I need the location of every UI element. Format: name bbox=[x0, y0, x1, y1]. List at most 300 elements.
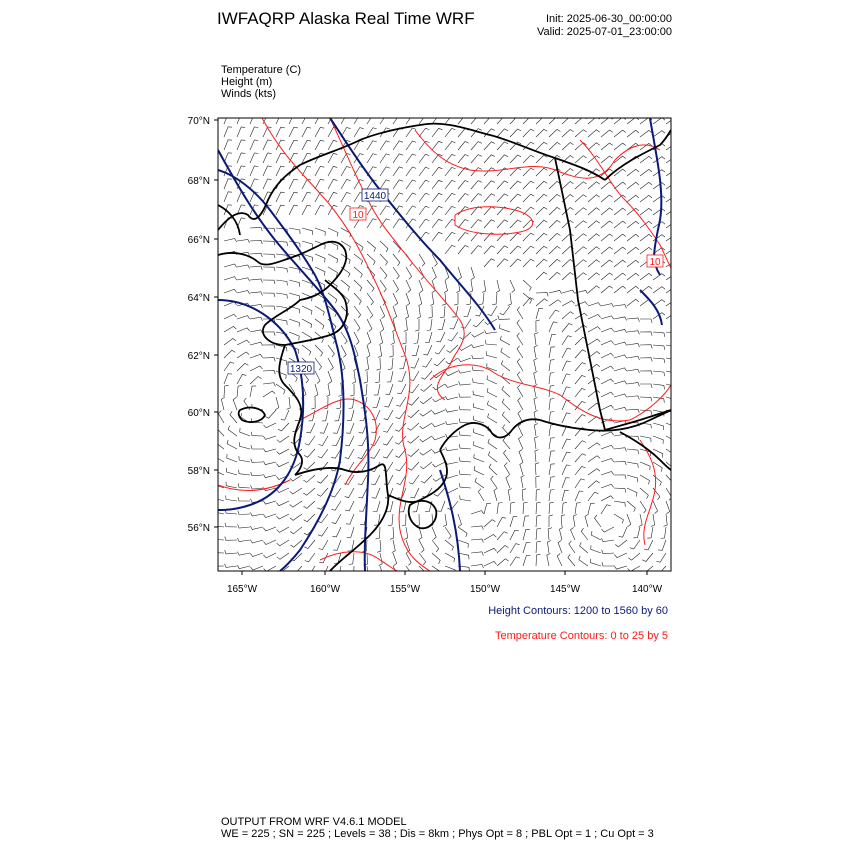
wind-barb bbox=[510, 246, 521, 254]
wind-barb bbox=[614, 448, 626, 452]
wind-barb bbox=[614, 130, 626, 137]
height-contour bbox=[218, 300, 303, 510]
wind-barb bbox=[290, 527, 302, 534]
wind-barb bbox=[346, 514, 354, 524]
height-contour bbox=[330, 118, 495, 330]
wind-barb bbox=[627, 260, 639, 267]
wind-barb bbox=[508, 489, 512, 502]
wind-barb bbox=[350, 566, 354, 578]
wind-barb bbox=[536, 489, 540, 501]
wind-barb bbox=[445, 141, 456, 150]
wind-barb bbox=[315, 358, 322, 370]
wind-barb bbox=[510, 233, 521, 241]
wind-barb bbox=[315, 228, 325, 236]
wind-barb bbox=[471, 552, 483, 556]
wind-barb bbox=[446, 421, 459, 425]
wind-barb bbox=[575, 415, 586, 424]
wind-barb bbox=[406, 280, 411, 293]
wind-barb bbox=[640, 475, 650, 484]
wind-barb bbox=[601, 353, 614, 358]
wind-barb bbox=[601, 472, 614, 476]
wind-barb bbox=[474, 466, 484, 475]
wind-barb bbox=[534, 358, 538, 371]
wind-barb bbox=[328, 371, 332, 384]
temperature-contour-note: Temperature Contours: 0 to 25 by 5 bbox=[494, 630, 668, 642]
lon-label: 155°W bbox=[389, 584, 421, 595]
wind-barb bbox=[302, 205, 311, 215]
wind-barb bbox=[341, 280, 350, 291]
wind-barb bbox=[459, 457, 471, 462]
wind-barb bbox=[601, 304, 614, 308]
wind-barb bbox=[445, 180, 456, 189]
wind-barb bbox=[380, 267, 387, 279]
wind-barb bbox=[275, 397, 279, 410]
wind-barb bbox=[398, 371, 406, 381]
wind-barb bbox=[384, 410, 393, 420]
wind-barb bbox=[497, 259, 508, 267]
wind-barb bbox=[237, 291, 250, 295]
wind-barb bbox=[656, 553, 666, 562]
wind-barb bbox=[458, 527, 467, 537]
wind-barb bbox=[517, 320, 523, 332]
wind-barb bbox=[432, 219, 442, 228]
wind-barb bbox=[458, 194, 469, 203]
wind-barb bbox=[419, 280, 423, 293]
wind-barb bbox=[406, 167, 416, 176]
wind-barb bbox=[412, 345, 419, 356]
wind-barb bbox=[421, 384, 433, 391]
wind-barb bbox=[393, 553, 397, 566]
wind-barb bbox=[575, 441, 586, 449]
wind-barb bbox=[653, 183, 665, 189]
wind-barb bbox=[406, 128, 416, 137]
wind-barb bbox=[358, 475, 367, 485]
wind-barb bbox=[395, 436, 406, 444]
wind-barb bbox=[320, 423, 328, 433]
wind-barb bbox=[536, 142, 547, 150]
wind-barb bbox=[436, 332, 445, 342]
wind-barb bbox=[373, 397, 380, 408]
wind-barb bbox=[341, 332, 347, 344]
wind-barb bbox=[341, 345, 346, 357]
wind-barb bbox=[549, 412, 554, 424]
wind-barb bbox=[549, 194, 560, 202]
wind-barb bbox=[264, 423, 277, 428]
wind-barb bbox=[601, 208, 613, 215]
wind-barb bbox=[588, 503, 595, 514]
wind-barb bbox=[575, 479, 585, 488]
wind-barb bbox=[486, 351, 497, 358]
wind-barb bbox=[549, 438, 555, 449]
wind-barb bbox=[372, 488, 380, 498]
wind-barb bbox=[510, 129, 521, 137]
wind-barb bbox=[497, 503, 502, 515]
wind-barb bbox=[523, 529, 530, 540]
wind-barb bbox=[302, 319, 312, 328]
wind-barb bbox=[445, 232, 456, 241]
wind-barb bbox=[277, 540, 289, 546]
wind-barb bbox=[238, 483, 250, 488]
wind-barb bbox=[568, 554, 575, 566]
init-time: Init: 2025-06-30_00:00:00 bbox=[546, 13, 672, 25]
wind-barb bbox=[385, 397, 394, 407]
wind-barb bbox=[562, 143, 574, 151]
wind-barb bbox=[523, 168, 534, 176]
wind-barb bbox=[523, 116, 534, 124]
wind-barb bbox=[371, 449, 381, 458]
wind-barb bbox=[458, 514, 462, 527]
wind-barb bbox=[653, 423, 664, 430]
wind-barb bbox=[575, 247, 587, 254]
wind-barb bbox=[251, 445, 263, 449]
wind-barb bbox=[474, 441, 484, 449]
wind-barb bbox=[237, 363, 248, 371]
wind-barb bbox=[314, 384, 318, 397]
wind-barb bbox=[640, 501, 646, 513]
wind-barb bbox=[484, 155, 495, 163]
wind-barb bbox=[571, 527, 576, 540]
wind-barb bbox=[588, 390, 600, 397]
model-config: WE = 225 ; SN = 225 ; Levels = 38 ; Dis = 8km ; Phys Opt = 8 ; PBL Opt = 1 ; Cu Opt = 3 bbox=[221, 828, 654, 840]
wind-barb bbox=[488, 414, 497, 424]
wind-barb bbox=[549, 502, 554, 514]
wind-barb bbox=[614, 368, 627, 371]
wind-barb bbox=[484, 181, 495, 189]
wind-barb bbox=[432, 180, 442, 189]
wind-barb bbox=[396, 397, 406, 406]
wind-barb bbox=[569, 541, 575, 553]
wind-barb bbox=[517, 333, 523, 345]
wind-barb bbox=[277, 436, 289, 442]
wind-barb bbox=[627, 396, 639, 400]
wind-barb bbox=[225, 564, 238, 568]
legend-temperature: Temperature (C) bbox=[221, 64, 302, 76]
wind-barb bbox=[494, 488, 497, 501]
wind-barb bbox=[302, 228, 313, 235]
wind-barb bbox=[536, 181, 547, 189]
wind-barb bbox=[627, 449, 639, 454]
wind-barb bbox=[291, 566, 302, 574]
wind-barb bbox=[221, 397, 224, 410]
wind-barb bbox=[523, 194, 534, 202]
wind-barb bbox=[396, 462, 406, 471]
wind-barb bbox=[251, 485, 263, 489]
wind-barb bbox=[562, 490, 569, 501]
wind-barb bbox=[263, 179, 272, 189]
wind-barb bbox=[328, 345, 334, 357]
wind-barb bbox=[627, 299, 639, 306]
wind-barb bbox=[549, 246, 560, 254]
wind-barb bbox=[237, 114, 245, 124]
wind-barb bbox=[614, 475, 626, 479]
wind-barb bbox=[488, 439, 497, 449]
wind-barb bbox=[224, 277, 237, 280]
wind-barb bbox=[237, 385, 242, 397]
wind-barb bbox=[225, 537, 237, 541]
wind-barb bbox=[251, 472, 263, 476]
wind-barb bbox=[263, 501, 276, 504]
wind-barb bbox=[419, 193, 429, 202]
wind-barb bbox=[588, 456, 600, 462]
wind-barb bbox=[302, 127, 311, 137]
wind-barb bbox=[224, 127, 232, 137]
wind-barb bbox=[639, 514, 643, 527]
wind-barb bbox=[328, 267, 338, 277]
wind-barb bbox=[497, 194, 508, 202]
wind-barb bbox=[523, 155, 534, 163]
wind-barb bbox=[289, 205, 298, 215]
wind-barb bbox=[263, 540, 276, 545]
wind-barb bbox=[655, 566, 666, 574]
wind-barb bbox=[487, 388, 497, 397]
wind-barb bbox=[450, 319, 458, 329]
wind-barb bbox=[237, 340, 250, 345]
wind-barb bbox=[367, 293, 374, 305]
wind-barb bbox=[290, 501, 302, 507]
wind-barb bbox=[250, 279, 262, 283]
wind-barb bbox=[471, 526, 483, 530]
wind-barb bbox=[640, 462, 650, 470]
wind-barb bbox=[474, 429, 484, 437]
wind-barb bbox=[459, 418, 471, 423]
wind-barb bbox=[503, 437, 510, 449]
wind-barb bbox=[474, 416, 485, 423]
wind-barb bbox=[237, 328, 250, 332]
wind-barb bbox=[263, 293, 275, 297]
wind-barb bbox=[402, 332, 406, 344]
wind-barb bbox=[393, 293, 398, 306]
height-contour bbox=[218, 170, 344, 571]
wind-barb bbox=[614, 286, 626, 293]
wind-barb bbox=[416, 514, 420, 526]
wind-barb bbox=[627, 169, 639, 176]
wind-barb bbox=[263, 306, 275, 310]
wind-barb bbox=[661, 527, 666, 539]
wind-barb bbox=[399, 358, 406, 369]
wind-barb bbox=[276, 501, 289, 506]
wind-barb bbox=[276, 205, 285, 215]
wind-barb bbox=[501, 361, 510, 372]
wind-barb bbox=[484, 116, 495, 124]
wind-barb bbox=[425, 332, 432, 343]
wind-barb bbox=[510, 502, 515, 514]
wind-barb bbox=[341, 180, 351, 190]
wind-barb bbox=[497, 142, 508, 150]
wind-barb bbox=[420, 436, 432, 442]
wind-barb bbox=[471, 233, 482, 241]
wind-barb bbox=[277, 449, 289, 454]
wind-barb bbox=[419, 540, 424, 553]
wind-barb bbox=[464, 306, 471, 317]
wind-barb bbox=[228, 426, 237, 436]
wind-barb bbox=[446, 447, 459, 451]
wind-barb bbox=[575, 350, 586, 358]
wind-barb bbox=[666, 300, 678, 306]
wind-barb bbox=[534, 397, 538, 410]
wind-barb bbox=[640, 169, 652, 176]
legend-winds: Winds (kts) bbox=[221, 88, 276, 100]
wind-barb bbox=[666, 157, 678, 163]
wind-barb bbox=[653, 196, 665, 202]
wind-barb bbox=[289, 319, 299, 327]
wind-barb bbox=[250, 127, 258, 137]
wind-barb bbox=[303, 488, 315, 495]
wind-barb bbox=[375, 371, 380, 383]
wind-barb bbox=[601, 328, 614, 332]
wind-barb bbox=[591, 545, 601, 553]
wind-barb bbox=[549, 207, 560, 215]
wind-barb bbox=[287, 397, 291, 409]
wind-barb bbox=[263, 280, 275, 284]
wind-barb bbox=[290, 475, 302, 481]
wind-barb bbox=[484, 246, 495, 254]
wind-barb bbox=[331, 501, 341, 510]
wind-barb bbox=[263, 461, 276, 465]
wind-barb bbox=[615, 540, 627, 547]
wind-barb bbox=[497, 546, 509, 554]
wind-barb bbox=[601, 260, 613, 267]
wind-barb bbox=[354, 332, 359, 345]
wind-barb bbox=[458, 358, 471, 362]
wind-barb bbox=[653, 287, 665, 293]
wind-barb bbox=[263, 474, 276, 478]
wind-barb bbox=[459, 431, 471, 436]
wind-barb bbox=[432, 267, 436, 280]
wind-barb bbox=[562, 478, 570, 488]
wind-barb bbox=[250, 266, 262, 270]
wind-barb bbox=[602, 527, 615, 532]
wind-barb bbox=[458, 540, 468, 548]
wind-barb bbox=[328, 153, 337, 163]
wind-barb bbox=[601, 366, 614, 371]
wind-barb bbox=[614, 208, 626, 215]
wind-barb bbox=[459, 444, 471, 449]
wind-barb bbox=[250, 540, 263, 543]
wind-barb bbox=[237, 352, 249, 358]
wind-barb bbox=[404, 319, 408, 332]
wind-barb bbox=[354, 267, 362, 278]
wind-barb bbox=[434, 358, 445, 366]
wind-barb bbox=[354, 293, 361, 305]
wind-barb bbox=[666, 222, 678, 228]
wind-barb bbox=[633, 527, 640, 538]
wind-barb bbox=[406, 206, 416, 215]
wind-barb bbox=[380, 280, 386, 292]
wind-barb bbox=[575, 182, 587, 189]
wind-barb bbox=[485, 340, 497, 345]
wind-barb bbox=[445, 115, 456, 124]
wind-barb bbox=[504, 450, 511, 462]
wind-barb bbox=[602, 562, 614, 566]
wind-barb bbox=[459, 381, 471, 385]
wind-barb bbox=[319, 540, 328, 550]
wind-barb bbox=[523, 129, 534, 137]
north-slope-coast bbox=[218, 124, 605, 230]
wind-barb bbox=[458, 220, 469, 229]
wind-barb bbox=[388, 358, 393, 370]
wind-barb bbox=[557, 554, 562, 567]
wind-barb bbox=[263, 436, 276, 439]
wind-barb bbox=[666, 501, 670, 514]
wind-barb bbox=[213, 494, 224, 501]
wind-barb bbox=[443, 514, 447, 527]
wind-barb bbox=[410, 488, 419, 498]
wind-barb bbox=[315, 114, 324, 124]
height-contour-note: Height Contours: 1200 to 1560 by 60 bbox=[488, 605, 668, 617]
wind-barb bbox=[517, 346, 523, 358]
wind-barb bbox=[498, 316, 510, 320]
wind-barb bbox=[484, 535, 496, 541]
wind-barb bbox=[276, 462, 289, 467]
wind-barb bbox=[395, 449, 406, 458]
wind-barb bbox=[435, 345, 445, 354]
wind-barb bbox=[302, 241, 313, 248]
wind-barb bbox=[549, 300, 561, 306]
wind-barb bbox=[579, 556, 588, 566]
wind-barb bbox=[315, 267, 325, 276]
wind-barb bbox=[536, 502, 541, 514]
wind-barb bbox=[430, 293, 434, 306]
wind-barb bbox=[484, 142, 495, 150]
wind-barb bbox=[471, 194, 482, 202]
wind-barb bbox=[562, 502, 567, 514]
wind-barb bbox=[393, 141, 403, 150]
wind-barb bbox=[386, 384, 394, 394]
wind-barb bbox=[536, 299, 548, 306]
wind-barb bbox=[263, 153, 272, 163]
wind-barb bbox=[226, 468, 237, 475]
wind-barb bbox=[328, 192, 337, 202]
wind-barb bbox=[315, 166, 324, 176]
wind-barb bbox=[627, 369, 640, 373]
wind-barb bbox=[322, 410, 328, 421]
wind-barb bbox=[445, 193, 456, 202]
wind-barb bbox=[224, 264, 237, 267]
wind-barb bbox=[536, 515, 541, 527]
wind-barb bbox=[250, 330, 263, 334]
wind-barb bbox=[653, 118, 665, 124]
wind-barb bbox=[358, 449, 367, 459]
wind-barb bbox=[250, 166, 258, 176]
wind-barb bbox=[472, 355, 484, 359]
wind-barb bbox=[302, 179, 311, 189]
wind-barb bbox=[459, 470, 471, 475]
wind-barb bbox=[549, 360, 555, 371]
wind-barb bbox=[548, 528, 552, 540]
wind-barb bbox=[406, 193, 416, 202]
wind-barb bbox=[510, 181, 521, 189]
wind-barb bbox=[415, 319, 419, 331]
temperature-contour bbox=[640, 440, 656, 545]
wind-barb bbox=[263, 166, 272, 176]
wind-barb bbox=[473, 391, 484, 397]
wind-barb bbox=[627, 273, 639, 280]
wind-barb bbox=[575, 503, 581, 514]
wind-barb bbox=[380, 180, 390, 189]
wind-barb bbox=[534, 424, 538, 437]
wind-barb bbox=[438, 319, 445, 330]
wind-barb bbox=[380, 306, 385, 319]
wind-barb bbox=[664, 514, 668, 526]
wind-barb bbox=[627, 488, 637, 497]
wind-barb bbox=[277, 553, 289, 559]
wind-barb bbox=[575, 491, 583, 501]
wind-barb bbox=[304, 514, 315, 522]
kotzebue-coast bbox=[218, 242, 346, 300]
wind-barb bbox=[472, 332, 485, 337]
wind-barb bbox=[549, 334, 556, 345]
wind-barb bbox=[518, 385, 524, 397]
